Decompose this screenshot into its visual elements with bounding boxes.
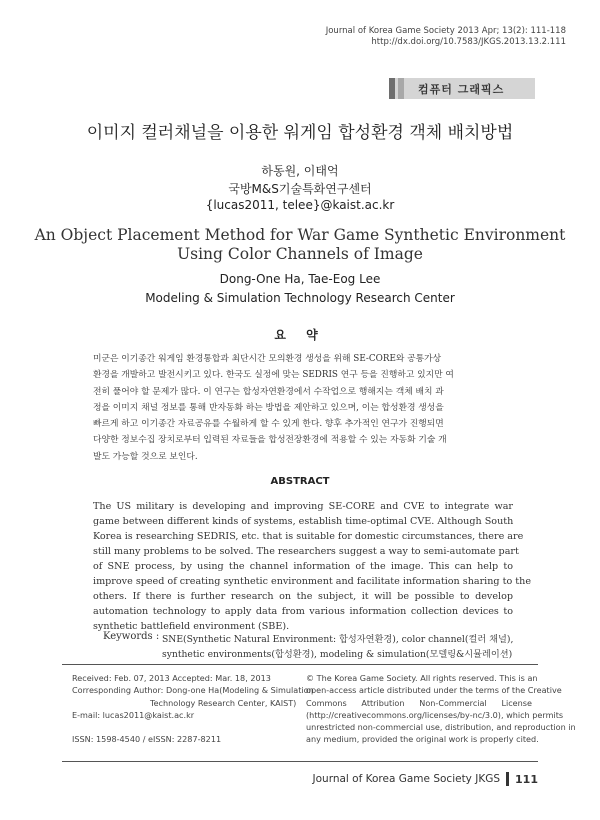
abstract-english [93, 499, 532, 634]
submission-info [72, 672, 314, 746]
paper-title-korean: 이미지 컬러채널을 이용한 워게임 합성환경 객체 배치방법 [86, 123, 514, 143]
authors-english: Dong-One Ha, Tae-Eog Lee [219, 272, 381, 286]
paper-title-english-line2: Using Color Channels of Image [177, 245, 423, 263]
spacer [72, 721, 314, 733]
running-footer-journal: Journal of Korea Game Society JKGS [312, 773, 501, 785]
abstract-english-line: game between different kinds of systems, establish time-optimal CVE. Although South [93, 516, 514, 527]
copyright-line: Commons Attribution Non-Commercial License [306, 697, 532, 708]
category-label: 컴퓨터 그래픽스 [418, 82, 505, 96]
paper-title-english-line1: An Object Placement Method for War Game Synthetic Environment [34, 226, 566, 244]
tab-bar-light [398, 78, 404, 99]
license-link-line[interactable]: (http://creativecommons.org/licenses/by-nc/3.0), which permits [306, 709, 564, 720]
abstract-korean-line: 다양한 정보수집 장치로부터 입력된 자료들을 합성전장환경에 적용할 수 있는 자동화 기술 개 [93, 435, 447, 446]
abstract-english-line: Korea is researching SEDRIS, etc. that is suitable for domestic circumstances, there are [93, 531, 524, 542]
copyright-line: unrestricted non-commercial use, distribution, and reproduction in [306, 722, 576, 733]
abstract-korean-line: 미군은 이기종간 워게임 환경통합과 최단시간 모의환경 생성을 위해 SE-CORE와 공통가상 [93, 354, 442, 364]
page-number: 111 [515, 772, 538, 786]
abstract-english-line: improve speed of creating synthetic environment and facilitate information sharing to the [93, 576, 532, 587]
abstract-korean-heading: 요 약 [274, 328, 326, 342]
abstract-korean-line: 빠르게 하고 이기종간 자료공유를 수월하게 할 수 있게 한다. 향후 추가적인 연구가 진행되면 [93, 419, 444, 430]
keywords-line: synthetic environments(합성환경), modeling & simulation(모델링&시뮬레이션) [162, 649, 513, 660]
abstract-korean-line: 전히 풀어야 할 문제가 많다. 이 연구는 합성자연환경에서 수작업으로 행해지는 객체 배치 과 [93, 386, 444, 397]
author-emails: {lucas2011, telee}@kaist.ac.kr [205, 198, 395, 212]
copyright-line: © The Korea Game Society. All rights reserved. This is an [306, 673, 538, 683]
abstract-korean-line: 정을 이미지 채널 정보를 통해 반자동화 하는 방법을 제안하고 있으며, 이는 합성환경 생성을 [93, 402, 444, 413]
footer-separator [506, 772, 509, 786]
abstract-english-heading: ABSTRACT [270, 476, 330, 487]
running-footer [313, 772, 538, 786]
abstract-english-line: still many problems to be solved. The researchers suggest a way to semi-automate part [93, 546, 519, 557]
keywords-label: Keywords : [103, 631, 160, 642]
abstract-english-line: others. If there is further research on the subject, it will be possible to develop [93, 591, 513, 602]
authors-korean: 하동원, 이태억 [261, 164, 339, 178]
abstract-english-line: automation technology to apply data from various information collection devices to [93, 606, 513, 617]
footer-divider-top [62, 664, 538, 665]
abstract-korean-line: 발도 가능할 것으로 보인다. [93, 451, 198, 462]
abstract-english-line: synthetic battlefield environment (SBE). [93, 621, 290, 632]
issn: ISSN: 1598-4540 / eISSN: 2287-8211 [72, 734, 222, 745]
abstract-korean-line: 환경을 개발하고 발전시키고 있다. 한국도 실정에 맞는 SEDRIS 연구 등을 진행하고 있지만 여 [93, 370, 454, 381]
copyright-notice [306, 672, 576, 746]
footer-divider-bottom [62, 761, 538, 762]
copyright-line: open-access article distributed under the terms of the Creative [306, 685, 562, 696]
journal-citation: Journal of Korea Game Society 2013 Apr; 13(2): 111-118 [325, 26, 566, 36]
received-accepted-dates: Received: Feb. 07, 2013 Accepted: Mar. 18, 2013 [72, 673, 271, 683]
affiliation-english: Modeling & Simulation Technology Research Center [145, 291, 455, 305]
keywords-line: SNE(Synthetic Natural Environment: 합성자연환경), color channel(컬러 채널), [162, 634, 514, 645]
corresponding-author: Corresponding Author: Dong-one Ha(Modeling & Simulation [72, 685, 314, 696]
affiliation-korean: 국방M&S기술특화연구센터 [228, 182, 372, 196]
abstract-korean [93, 351, 509, 465]
abstract-english-line: The US military is developing and improving SE-CORE and CVE to integrate war [93, 501, 513, 512]
abstract-english-line: of SNE process, by using the channel information of the image. This can help to [93, 561, 513, 572]
category-tab [389, 78, 535, 99]
author-email: E-mail: lucas2011@kaist.ac.kr [72, 709, 195, 720]
tab-bar-dark [389, 78, 395, 99]
copyright-line: any medium, provided the original work is properly cited. [306, 734, 539, 745]
doi-link[interactable]: http://dx.doi.org/10.7583/JKGS.2013.13.2.111 [371, 37, 566, 47]
corresponding-author-affiliation: Technology Research Center, KAIST) [150, 697, 297, 708]
